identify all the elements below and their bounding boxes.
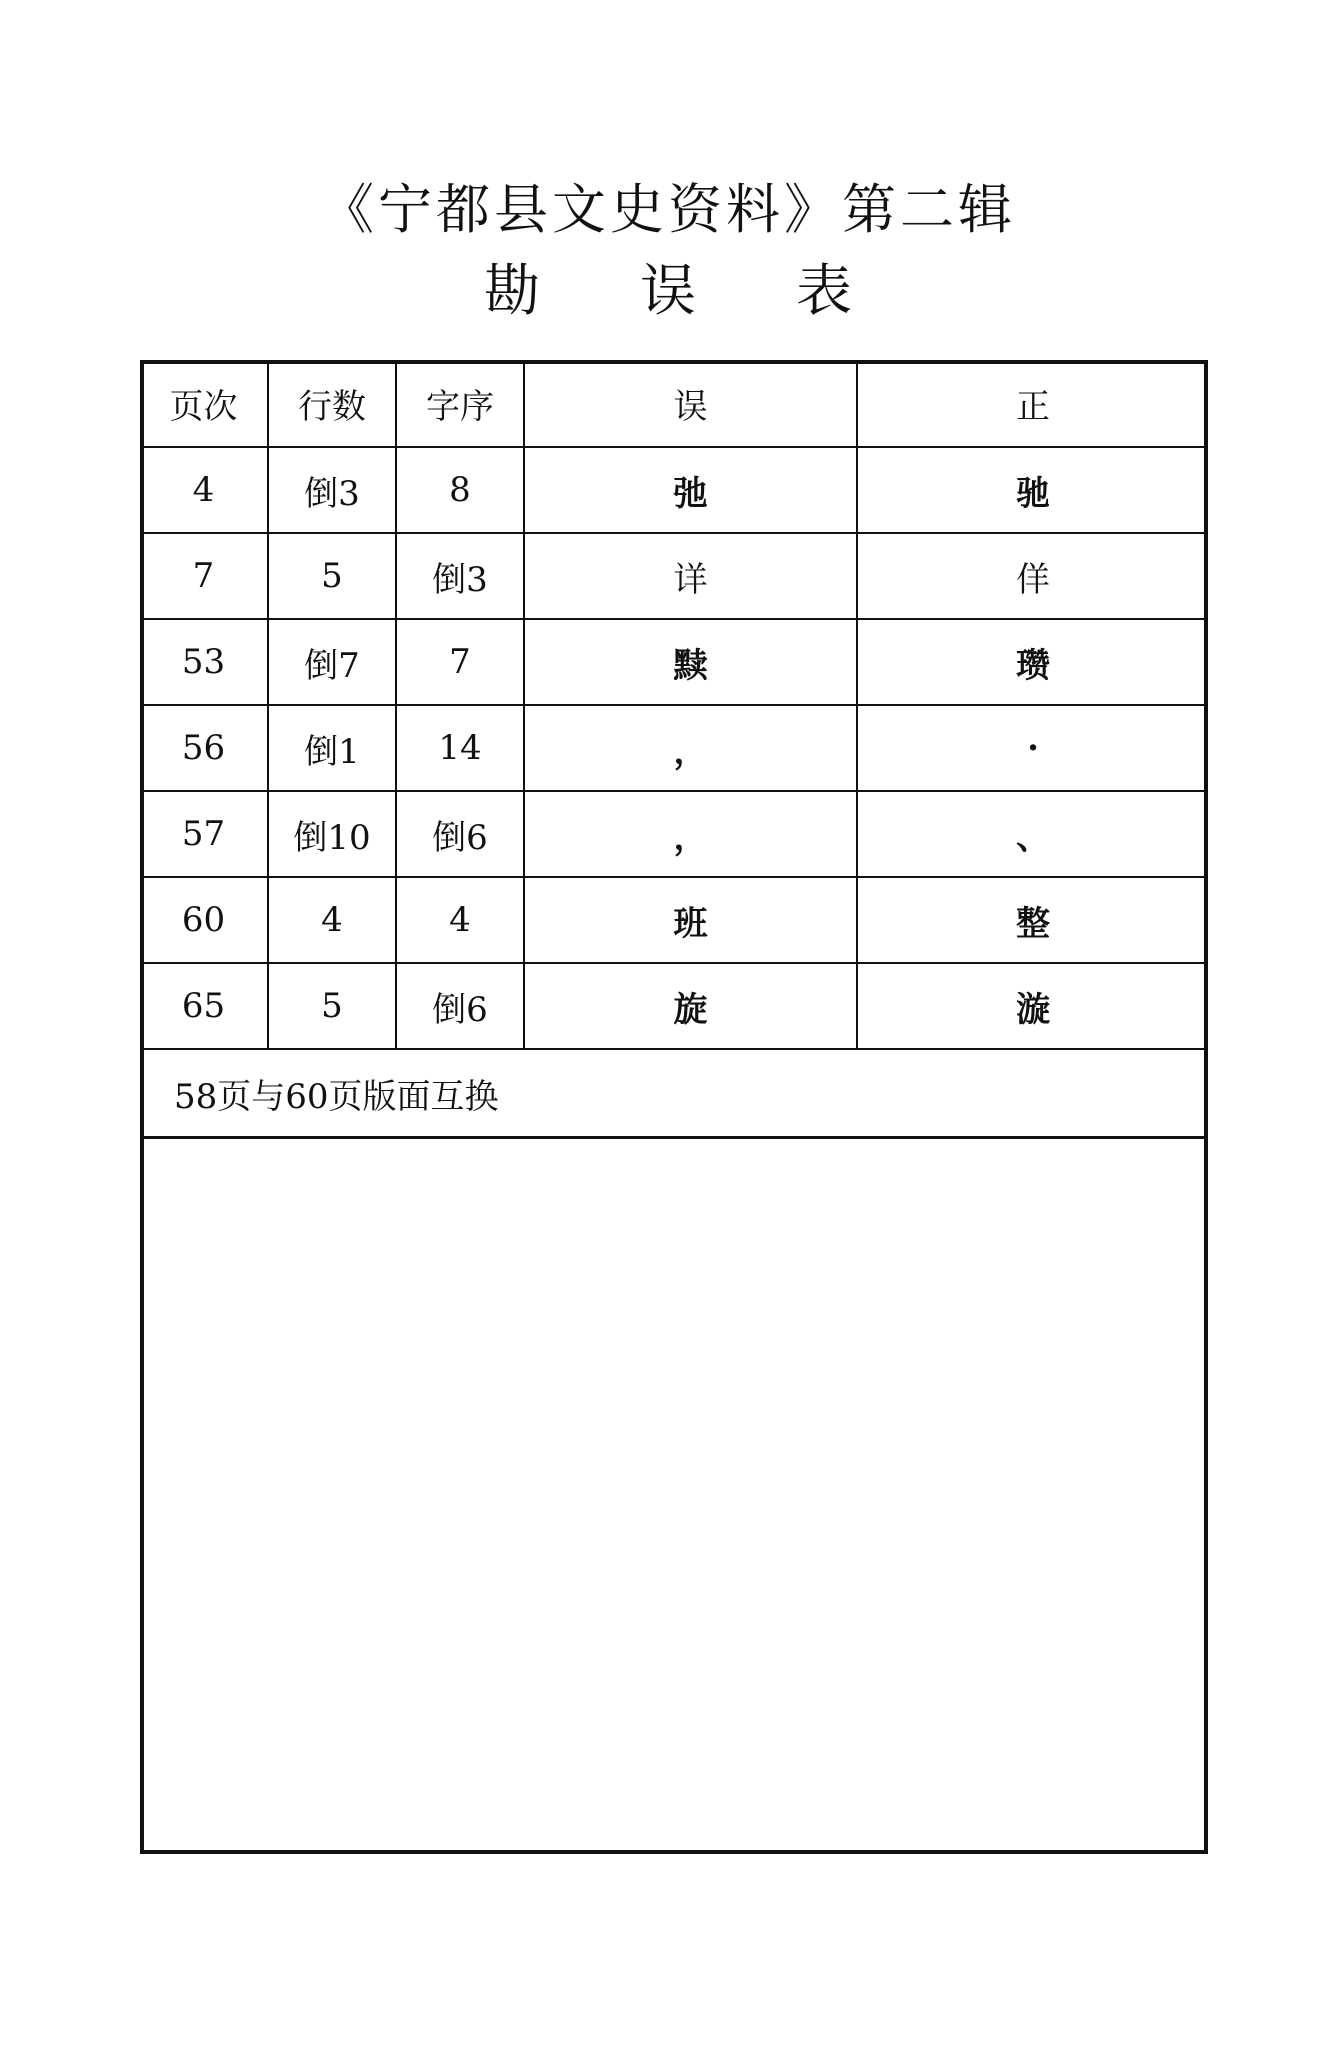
cell-line: 倒3	[268, 447, 396, 533]
table-row	[140, 963, 1208, 1049]
note-row	[140, 1049, 1208, 1138]
cell-line: 4	[268, 877, 396, 963]
cell-wrong: 旋	[524, 963, 857, 1049]
cell-wrong: 班	[524, 877, 857, 963]
cell-page: 60	[140, 877, 268, 963]
header-page: 页次	[140, 360, 268, 447]
cell-correct: 漩	[857, 963, 1208, 1049]
header-wrong: 误	[524, 360, 857, 447]
cell-page: 4	[140, 447, 268, 533]
cell-wrong: ，	[524, 705, 857, 791]
cell-wrong: 黩	[524, 619, 857, 705]
cell-char-order: 倒6	[396, 963, 524, 1049]
table-row	[140, 705, 1208, 791]
cell-page: 7	[140, 533, 268, 619]
cell-correct: 瓒	[857, 619, 1208, 705]
table-row	[140, 533, 1208, 619]
cell-line: 倒10	[268, 791, 396, 877]
cell-char-order: 8	[396, 447, 524, 533]
cell-char-order: 7	[396, 619, 524, 705]
cell-wrong: 弛	[524, 447, 857, 533]
cell-wrong: 详	[524, 533, 857, 619]
cell-correct: 佯	[857, 533, 1208, 619]
cell-page: 53	[140, 619, 268, 705]
cell-correct: 驰	[857, 447, 1208, 533]
table-row	[140, 447, 1208, 533]
cell-correct: 整	[857, 877, 1208, 963]
table-row	[140, 619, 1208, 705]
header-correct: 正	[857, 360, 1208, 447]
cell-line: 5	[268, 963, 396, 1049]
cell-char-order: 倒6	[396, 791, 524, 877]
table-row	[140, 877, 1208, 963]
cell-page: 57	[140, 791, 268, 877]
table-header-row	[140, 360, 1208, 447]
cell-wrong: ，	[524, 791, 857, 877]
cell-correct: 、	[857, 791, 1208, 877]
cell-correct: ·	[857, 705, 1208, 791]
errata-table	[140, 360, 1208, 1139]
cell-char-order: 14	[396, 705, 524, 791]
header-char-order: 字序	[396, 360, 524, 447]
header-line: 行数	[268, 360, 396, 447]
table-row	[140, 791, 1208, 877]
cell-page: 65	[140, 963, 268, 1049]
cell-line: 倒1	[268, 705, 396, 791]
cell-char-order: 4	[396, 877, 524, 963]
cell-page: 56	[140, 705, 268, 791]
cell-char-order: 倒3	[396, 533, 524, 619]
document-title: 《宁都县文史资料》第二辑	[320, 178, 1016, 241]
cell-line: 倒7	[268, 619, 396, 705]
note-text: 58页与60页版面互换	[140, 1049, 1208, 1138]
document-subtitle: 勘误表	[484, 259, 952, 324]
cell-line: 5	[268, 533, 396, 619]
